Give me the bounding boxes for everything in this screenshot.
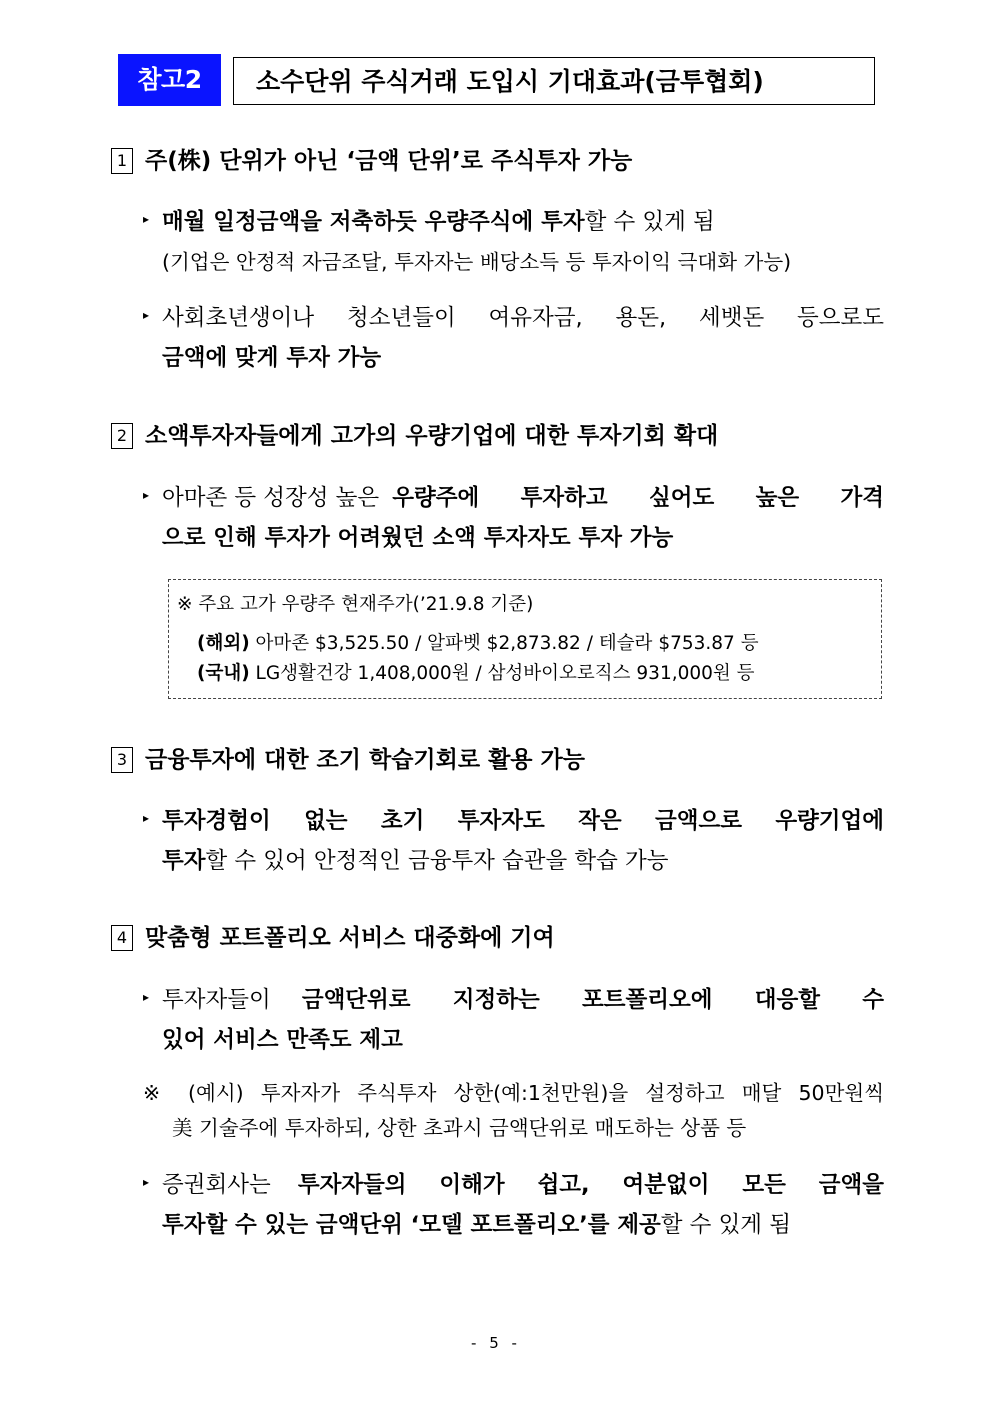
emphasis-text: 투자자들의 이해가 쉽고, 여분없이 모든 금액을 [297, 1172, 884, 1198]
section-number: 1 [111, 148, 133, 174]
bullet-text-line [162, 1205, 791, 1245]
emphasis-text: 있어 서비스 만족도 제고 [162, 1027, 403, 1053]
bullet-text-line [162, 1165, 884, 1205]
reference-tag: 참고2 [118, 54, 221, 106]
section-number: 3 [111, 747, 133, 773]
emphasis-text: 투자할 수 있는 금액단위 ‘모델 포트폴리오’를 제공 [162, 1212, 661, 1238]
bullet-text-line [162, 841, 669, 881]
note-title: ※ 주요 고가 우량주 현재주가(’21.9.8 기준) [177, 594, 534, 615]
plain-text: 아마존 등 성장성 높은 [162, 485, 387, 511]
emphasis-text: 으로 인해 투자가 어려웠던 소액 투자자도 투자 가능 [162, 525, 674, 551]
plain-text: 투자자들이 [162, 987, 278, 1013]
bullet-icon: ▸ [143, 990, 150, 1004]
section-title: 소액투자자들에게 고가의 우량기업에 대한 투자기회 확대 [145, 423, 719, 449]
note-overseas [197, 629, 759, 655]
bullet-text-line [162, 338, 381, 378]
plain-text: 할 수 있게 됨 [584, 209, 715, 235]
emphasis-text: 금액에 맞게 투자 가능 [162, 345, 382, 371]
section-title: 맞춤형 포트폴리오 서비스 대중화에 기여 [145, 925, 555, 951]
section-3-heading [111, 745, 585, 775]
note-value: LG생활건강 1,408,000원 / 삼성바이오로직스 931,000원 등 [249, 663, 755, 684]
emphasis-text: 매월 일정금액을 저축하듯 우량주식에 투자 [162, 209, 585, 235]
note-value: 아마존 $3,525.50 / 알파벳 $2,873.82 / 테슬라 $753.87 등 [249, 633, 759, 654]
section-number: 2 [111, 423, 133, 449]
emphasis-text: 우량주에 투자하고 싶어도 높은 가격 [392, 485, 884, 511]
stock-price-note [168, 579, 882, 699]
note-label: (국내) [197, 663, 250, 684]
example-note-line: 美 기술주에 투자하되, 상한 초과시 금액단위로 매도하는 상품 등 [172, 1116, 747, 1140]
bullet-subtext: (기업은 안정적 자금조달, 투자자는 배당소득 등 투자이익 극대화 가능) [162, 250, 792, 274]
section-2-heading [111, 421, 718, 451]
bullet-text-line [162, 1020, 403, 1060]
page-title: 소수단위 주식거래 도입시 기대효과(금투협회) [233, 57, 875, 105]
emphasis-text: 금액단위로 지정하는 포트폴리오에 대응할 수 [301, 987, 884, 1013]
note-domestic [197, 659, 755, 685]
section-title: 금융투자에 대한 조기 학습기회로 활용 가능 [145, 747, 585, 773]
plain-text: 증권회사는 [162, 1172, 278, 1198]
example-note-line: ※ (예시) 투자자가 주식투자 상한(예:1천만원)을 설정하고 매달 50만원씩 [143, 1081, 884, 1105]
note-label: (해외) [197, 633, 250, 654]
bullet-icon: ▸ [143, 308, 150, 322]
bullet-text-line: 사회초년생이나 청소년들이 여유자금, 용돈, 세뱃돈 등으로도 [162, 305, 884, 331]
bullet-icon: ▸ [143, 488, 150, 502]
bullet-icon: ▸ [143, 811, 150, 825]
section-number: 4 [111, 925, 133, 951]
bullet-text-line [162, 980, 884, 1020]
section-4-heading [111, 923, 555, 953]
page-number: - 5 - [471, 1334, 521, 1352]
bullet-text-line [162, 202, 715, 242]
emphasis-text: 투자 [162, 848, 206, 874]
bullet-text-line: 투자경험이 없는 초기 투자자도 작은 금액으로 우량기업에 [162, 808, 884, 834]
bullet-icon: ▸ [143, 1175, 150, 1189]
bullet-icon: ▸ [143, 212, 150, 226]
section-1-heading [111, 146, 632, 176]
section-title: 주(株) 단위가 아닌 ‘금액 단위’로 주식투자 가능 [145, 148, 633, 174]
bullet-text-line [162, 518, 673, 558]
plain-text: 할 수 있게 됨 [660, 1212, 791, 1238]
plain-text: 할 수 있어 안정적인 금융투자 습관을 학습 가능 [205, 848, 669, 874]
bullet-text-line [162, 478, 884, 518]
